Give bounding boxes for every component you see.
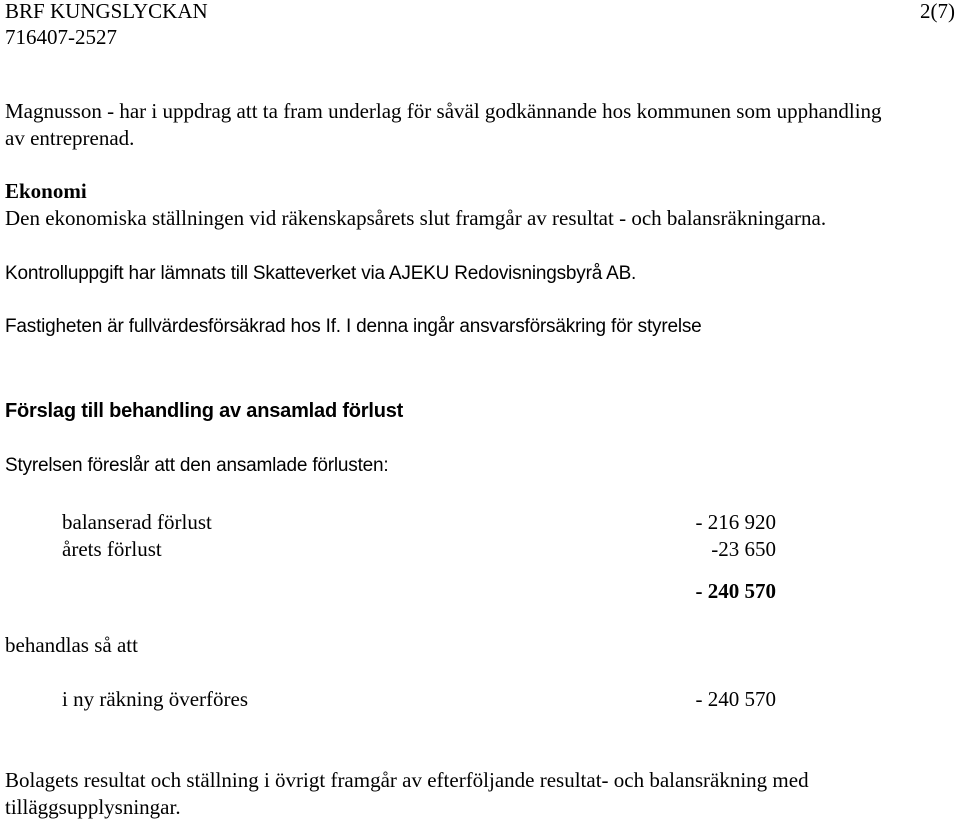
handled-label: behandlas så att — [5, 633, 138, 657]
transfer-amount: - 240 570 — [695, 687, 776, 711]
insurance-statement: Fastigheten är fullvärdesförsäkrad hos If. I denna ingår ansvarsförsäkring för styrelse — [5, 316, 702, 337]
closing-line-2: tilläggsupplysningar. — [5, 795, 181, 819]
control-statement: Kontrolluppgift har lämnats till Skatteverket via AJEKU Redovisningsbyrå AB. — [5, 263, 637, 284]
transfer-label: i ny räkning överföres — [62, 687, 249, 711]
org-name: BRF KUNGSLYCKAN — [5, 0, 208, 23]
intro-line-2: av entreprenad. — [5, 126, 135, 150]
economy-text: Den ekonomiska ställningen vid räkenskapsårets slut framgår av resultat - och balansräkningarna. — [5, 206, 827, 230]
loss-total: - 240 570 — [695, 579, 776, 603]
row-label: balanserad förlust — [62, 510, 212, 534]
economy-heading: Ekonomi — [5, 179, 87, 203]
proposal-intro: Styrelsen föreslår att den ansamlade förlusten: — [5, 455, 389, 476]
row-amount: - 216 920 — [695, 510, 776, 534]
row-label: årets förlust — [62, 537, 162, 561]
org-number: 716407-2527 — [5, 25, 117, 49]
intro-line-1: Magnusson - har i uppdrag att ta fram underlag för såväl godkännande hos kommunen som upphandling — [5, 99, 882, 123]
closing-line-1: Bolagets resultat och ställning i övrigt framgår av efterföljande resultat- och balansräkning med — [5, 768, 809, 792]
proposal-heading: Förslag till behandling av ansamlad förlust — [5, 400, 404, 422]
page-number: 2(7) — [920, 0, 955, 23]
row-amount: -23 650 — [711, 537, 776, 561]
